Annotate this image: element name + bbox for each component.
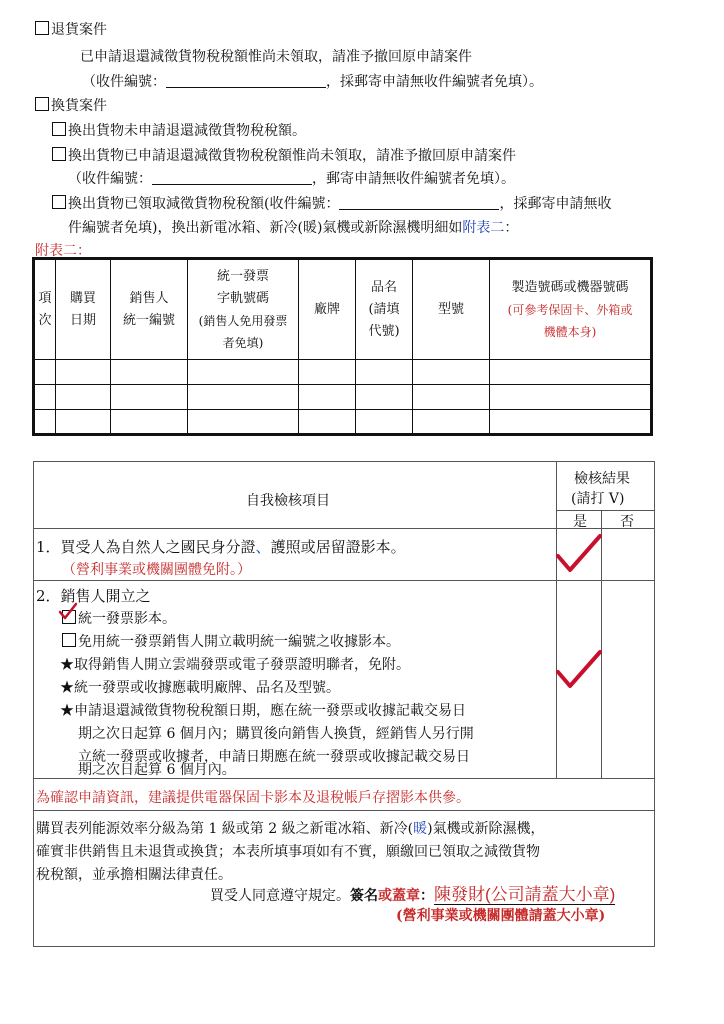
stamp-note: (營利事業或機關團體請蓋大小章) <box>396 908 606 924</box>
attachment-table <box>32 257 653 436</box>
check-item-2e-4: 期之次日起算 6 個月內。 <box>78 762 236 778</box>
exchange-option-2-checkbox[interactable] <box>52 147 66 161</box>
header-product-name: 品名 (請填 代號) <box>356 259 413 360</box>
check-item-2e-1: ★申請退還減徵貨物稅稅額日期，應在統一發票或收據記載交易日 <box>60 703 466 719</box>
check-item-2d: ★統一發票或收據應載明廠牌、品名及型號。 <box>60 680 340 696</box>
result-header-note: (請打 V) <box>571 491 625 507</box>
receipt-copy-checkbox[interactable] <box>62 633 76 647</box>
check-item-2a: 統一發票影本。 <box>62 608 176 628</box>
checkmark-icon <box>554 532 604 578</box>
header-model: 型號 <box>413 259 490 360</box>
exchange-option-3: 換出貨物已領取減徵貨物稅稅額(收件編號： ，採郵寄申請無收 <box>52 193 611 213</box>
return-case-line2: （收件編號： ，採郵寄申請無收件編號者免填）。 <box>82 74 543 90</box>
exchange-case-checkbox[interactable] <box>35 97 49 111</box>
return-case-line1: 已申請退還減徵貨物稅稅額惟尚未領取，請准予撤回原申請案件 <box>80 49 472 65</box>
attachment-row <box>34 360 652 385</box>
check-item-2c: ★取得銷售人開立雲端發票或電子發票證明聯者，免附。 <box>60 657 410 673</box>
check-item-2e-3: 立統一發票或收據者，申請日期應在統一發票或收據記載交易日 <box>78 749 470 765</box>
header-serial-number: 製造號碼或機器號碼 (可參考保固卡、外箱或 機體本身) <box>490 259 652 360</box>
signature-line: 買受人同意遵守規定。簽名或蓋章：陳發財(公司請蓋大小章) <box>210 885 616 904</box>
self-check-title: 自我檢核項目 <box>246 493 330 509</box>
attachment-title: 附表二： <box>35 243 91 259</box>
header-purchase-date: 購買 日期 <box>56 259 111 360</box>
exchange-case-label: 換貨案件 <box>51 98 107 114</box>
declaration-line-2: 確實非供銷售且未退貨或換貨；本表所填事項如有不實，願繳回已領取之減徵貨物 <box>36 844 540 860</box>
checkmark-icon <box>554 648 604 694</box>
exchange-option-1: 換出貨物未申請退還減徵貨物稅稅額。 <box>52 120 306 140</box>
exchange-option-1-checkbox[interactable] <box>52 122 66 136</box>
self-check-table <box>33 461 655 947</box>
check-item-2b: 免用統一發票銷售人開立載明統一編號之收據影本。 <box>62 631 400 651</box>
exchange-receipt-number-field[interactable] <box>152 170 312 185</box>
exchange-option-3-checkbox[interactable] <box>52 195 66 209</box>
return-case-checkbox[interactable] <box>35 21 49 35</box>
header-item: 項 次 <box>34 259 56 360</box>
result-header: 檢核結果 <box>574 471 630 487</box>
return-case-label: 退貨案件 <box>51 22 107 38</box>
result-no-label: 否 <box>620 514 634 530</box>
check-item-2-title: 2．銷售人開立之 <box>36 587 151 605</box>
exchange-case <box>35 95 107 115</box>
exchange-option-2: 換出貨物已申請退還減徵貨物稅稅額惟尚未領取，請准予撤回原申請案件 <box>52 145 516 165</box>
header-seller-id: 銷售人 統一編號 <box>111 259 188 360</box>
declaration-line-3: 稅稅額，並承擔相關法律責任。 <box>36 867 232 883</box>
attachment-header-row <box>34 259 652 360</box>
signature-field[interactable]: 陳發財(公司請蓋大小章) <box>434 885 616 904</box>
return-case <box>35 19 107 39</box>
declaration-line-1: 購買表列能源效率分級為第 1 級或第 2 級之新電冰箱、新冷(暖)氣機或新除濕機， <box>36 821 545 837</box>
result-yes-label: 是 <box>573 514 587 530</box>
attachment-row <box>34 385 652 410</box>
suggestion-note: 為確認申請資訊，建議提供電器保固卡影本及退稅帳戶存摺影本供參。 <box>36 790 470 806</box>
attachment-row <box>34 410 652 435</box>
exchange-receipt-number-field-2[interactable] <box>339 195 499 210</box>
check-item-1: 1．買受人為自然人之國民身分證、護照或居留證影本。 <box>36 538 406 556</box>
check-item-1-note: （營利事業或機關團體免附。） <box>62 562 251 578</box>
exchange-option-2-line2: （收件編號： ，郵寄申請無收件編號者免填）。 <box>68 171 515 187</box>
checkmark-icon <box>58 602 78 622</box>
exchange-option-3-line2: 件編號者免填)，換出新電冰箱、新冷(暖)氣機或新除濕機明細如附表二： <box>68 220 519 236</box>
attachment-2-reference[interactable]: 附表二 <box>462 220 505 236</box>
header-brand: 廠牌 <box>299 259 356 360</box>
check-item-2e-2: 期之次日起算 6 個月內；購買後向銷售人換貨，經銷售人另行開 <box>78 726 474 742</box>
header-invoice-number: 統一發票 字軌號碼 (銷售人免用發票 者免填) <box>188 259 299 360</box>
return-receipt-number-field[interactable] <box>166 73 326 88</box>
